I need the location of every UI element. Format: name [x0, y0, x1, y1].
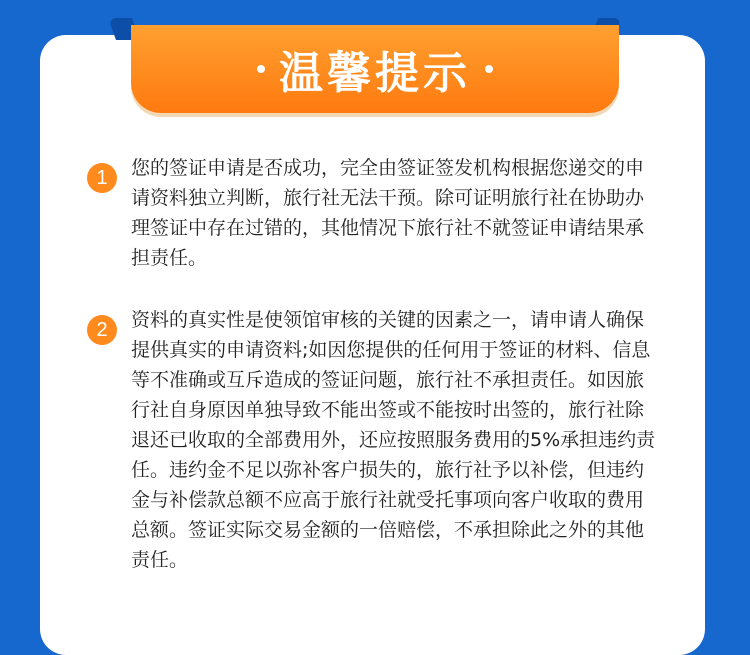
number-badge: 2 [87, 315, 117, 345]
number-badge: 1 [87, 163, 117, 193]
notice-text: 资料的真实性是使领馆审核的关键的因素之一，请申请人确保提供真实的申请资料;如因您提供的任何用于签证的材料、信息等不准确或互斥造成的签证问题，旅行社不承担责任。如因旅行社自身原因单独导致不能出签或不能按时出签的，旅行社除退还已收取的全部费用外，还应按照服务费用的5%承担违约责任。违约金不足以弥补客户损失的，旅行社予以补偿，但违约金与补偿款总额不应高于旅行社就受托事项向客户收取的费用总额。签证实际交易金额的一倍赔偿，不承担除此之外的其他责任。 [131, 309, 656, 571]
page-title: 温馨提示 [279, 48, 471, 99]
dot-icon [257, 65, 265, 73]
header-banner [131, 25, 619, 113]
dot-icon [485, 65, 493, 73]
notice-text: 您的签证申请是否成功，完全由签证签发机构根据您递交的申请资料独立判断，旅行社无法干预。除可证明旅行社在协助办理签证中存在过错的，其他情况下旅行社不就签证申请结果承担责任。 [131, 157, 645, 269]
